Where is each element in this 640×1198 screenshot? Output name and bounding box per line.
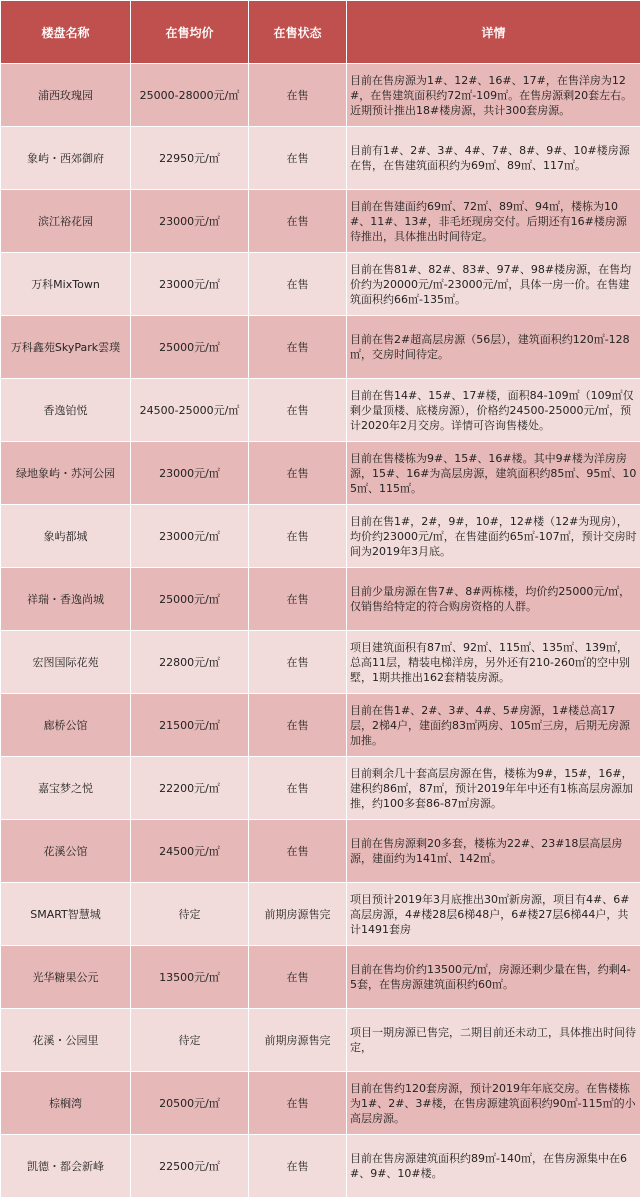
property-name: 浦西玫瑰园 <box>1 64 131 127</box>
property-status: 在售 <box>249 820 347 883</box>
table-row <box>1 505 640 568</box>
table-row <box>1 694 640 757</box>
property-price: 23000元/㎡ <box>131 190 249 253</box>
property-status: 在售 <box>249 568 347 631</box>
table-row <box>1 253 640 316</box>
property-price: 21500元/㎡ <box>131 694 249 757</box>
property-detail: 目前在售楼栋为9#、15#、16#楼。其中9#楼为洋房房源，15#、16#为高层房源，建筑面积约85㎡、95㎡、105㎡、115㎡。 <box>347 442 640 505</box>
property-status: 在售 <box>249 757 347 820</box>
property-price: 22500元/㎡ <box>131 1135 249 1198</box>
property-detail: 目前在售约120套房源，预计2019年年底交房。在售楼栋为1#、2#、3#楼，在售房源建筑面积约90㎡-115㎡的小高层房源。 <box>347 1072 640 1135</box>
property-detail: 目前在售81#、82#、83#、97#、98#楼房源，在售均价约为20000元/㎡-23000元/㎡，具体一房一价。在售建筑面积约66㎡-135㎡。 <box>347 253 640 316</box>
table-row <box>1 1009 640 1072</box>
table-row <box>1 64 640 127</box>
property-name: 滨江裕花园 <box>1 190 131 253</box>
property-price: 22800元/㎡ <box>131 631 249 694</box>
property-detail: 目前在售2#超高层房源（56层），建筑面积约120㎡-128㎡，交房时间待定。 <box>347 316 640 379</box>
property-detail: 目前在售房源为1#、12#、16#、17#，在售洋房为12#，在售建筑面积约72㎡-109㎡。在售房源剩20套左右。近期预计推出18#楼房源，共计300套房源。 <box>347 64 640 127</box>
property-price: 待定 <box>131 1009 249 1072</box>
property-detail: 目前在售1#、2#、3#、4#、5#房源，1#楼总高17层，2梯4户，建面约83㎡两房、105㎡三房，后期无房源加推。 <box>347 694 640 757</box>
table-row <box>1 1072 640 1135</box>
table-row <box>1 379 640 442</box>
property-name: 花溪・公园里 <box>1 1009 131 1072</box>
header-detail: 详情 <box>347 1 640 64</box>
property-price: 待定 <box>131 883 249 946</box>
property-price: 24500元/㎡ <box>131 820 249 883</box>
property-status: 在售 <box>249 694 347 757</box>
table-row <box>1 127 640 190</box>
property-price: 24500-25000元/㎡ <box>131 379 249 442</box>
table-row <box>1 1135 640 1198</box>
property-status: 在售 <box>249 253 347 316</box>
property-detail: 目前在售建面约69㎡、72㎡、89㎡、94㎡，楼栋为10#、11#、13#，非毛坯现房交付。后期还有16#楼房源待推出，具体推出时间待定。 <box>347 190 640 253</box>
property-detail: 目前剩余几十套高层房源在售，楼栋为9#，15#，16#，建积约86㎡，87㎡，预计2019年年中还有1栋高层房源加推，约100多套86-87㎡房源。 <box>347 757 640 820</box>
table-row <box>1 820 640 883</box>
table-row <box>1 442 640 505</box>
property-status: 在售 <box>249 1135 347 1198</box>
property-status: 在售 <box>249 64 347 127</box>
property-status: 在售 <box>249 190 347 253</box>
table-row <box>1 316 640 379</box>
property-name: 万科鑫苑SkyPark雲璞 <box>1 316 131 379</box>
property-detail: 目前在售均价约13500元/㎡，房源还剩少量在售，约剩4-5套，在售房源建筑面积约60㎡。 <box>347 946 640 1009</box>
property-detail: 目前有1#、2#、3#、4#、7#、8#、9#、10#楼房源在售，在售建筑面积约为69㎡、89㎡、117㎡。 <box>347 127 640 190</box>
property-name: 绿地象屿・苏河公园 <box>1 442 131 505</box>
property-price: 20500元/㎡ <box>131 1072 249 1135</box>
property-detail: 目前少量房源在售7#、8#两栋楼，均价约25000元/㎡，仅销售给特定的符合购房资格的人群。 <box>347 568 640 631</box>
property-name: 象屿都城 <box>1 505 131 568</box>
table-row <box>1 190 640 253</box>
property-detail: 目前在售房源建筑面积约89㎡-140㎡，在售房源集中在6#、9#、10#楼。 <box>347 1135 640 1198</box>
header-name: 楼盘名称 <box>1 1 131 64</box>
property-name: 花溪公馆 <box>1 820 131 883</box>
property-detail: 目前在售1#，2#，9#，10#，12#楼（12#为现房），均价约23000元/㎡，在售建面约65㎡-107㎡，预计交房时间为2019年3月底。 <box>347 505 640 568</box>
property-name: 万科MixTown <box>1 253 131 316</box>
property-price: 25000-28000元/㎡ <box>131 64 249 127</box>
header-price: 在售均价 <box>131 1 249 64</box>
property-status: 在售 <box>249 127 347 190</box>
property-status: 在售 <box>249 505 347 568</box>
property-price: 25000元/㎡ <box>131 316 249 379</box>
property-detail: 目前在售房源剩20多套，楼栋为22#、23#18层高层房源，建面约为141㎡、142㎡。 <box>347 820 640 883</box>
property-name: 祥瑞・香逸尚城 <box>1 568 131 631</box>
property-name: 香逸铂悦 <box>1 379 131 442</box>
property-detail: 项目建筑面积有87㎡、92㎡、115㎡、135㎡、139㎡，总高11层，精装电梯洋房，另外还有210-260㎡的空中别墅，1期共推出162套精装房源。 <box>347 631 640 694</box>
header-row <box>1 1 640 64</box>
property-name: 象屿・西郊御府 <box>1 127 131 190</box>
property-name: 嘉宝梦之悦 <box>1 757 131 820</box>
table-row <box>1 568 640 631</box>
table-row <box>1 946 640 1009</box>
property-name: 廊桥公馆 <box>1 694 131 757</box>
property-status: 前期房源售完 <box>249 1009 347 1072</box>
property-status: 在售 <box>249 379 347 442</box>
property-status: 在售 <box>249 946 347 1009</box>
table-header <box>1 1 640 64</box>
property-price: 23000元/㎡ <box>131 253 249 316</box>
property-status: 前期房源售完 <box>249 883 347 946</box>
property-status: 在售 <box>249 1072 347 1135</box>
property-status: 在售 <box>249 316 347 379</box>
table-row <box>1 757 640 820</box>
property-name: 凯德・都会新峰 <box>1 1135 131 1198</box>
property-price: 22950元/㎡ <box>131 127 249 190</box>
header-status: 在售状态 <box>249 1 347 64</box>
property-price: 25000元/㎡ <box>131 568 249 631</box>
property-detail: 项目一期房源已售完，二期目前还未动工，具体推出时间待定， <box>347 1009 640 1072</box>
property-status: 在售 <box>249 631 347 694</box>
property-name: SMART智慧城 <box>1 883 131 946</box>
property-detail: 项目预计2019年3月底推出30㎡新房源，项目有4#、6#高层房源，4#楼28层6梯48户，6#楼27层6梯44户，共计1491套房 <box>347 883 640 946</box>
property-name: 宏图国际花苑 <box>1 631 131 694</box>
table-row <box>1 631 640 694</box>
property-price: 13500元/㎡ <box>131 946 249 1009</box>
property-price: 23000元/㎡ <box>131 505 249 568</box>
property-price: 23000元/㎡ <box>131 442 249 505</box>
property-name: 光华糖果公元 <box>1 946 131 1009</box>
property-status: 在售 <box>249 442 347 505</box>
property-name: 棕榈湾 <box>1 1072 131 1135</box>
property-detail: 目前在售14#、15#、17#楼，面积84-109㎡（109㎡仅剩少量顶楼、底楼房源），价格约24500-25000元/㎡，预计2020年2月交房。详情可咨询售楼处。 <box>347 379 640 442</box>
table-body <box>1 64 640 1198</box>
property-price: 22200元/㎡ <box>131 757 249 820</box>
table-row <box>1 883 640 946</box>
